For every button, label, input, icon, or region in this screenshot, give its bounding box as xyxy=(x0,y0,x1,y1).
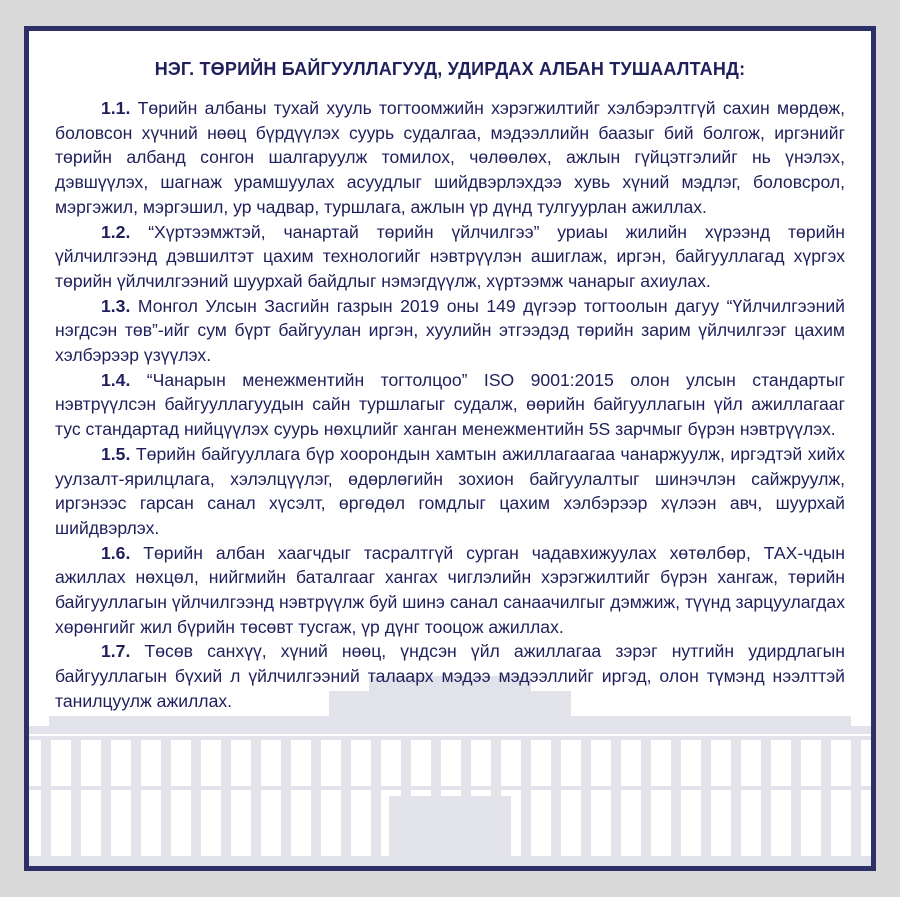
building-column xyxy=(461,740,471,856)
building-column xyxy=(581,740,591,856)
item-number: 1.2. xyxy=(101,221,131,242)
building-column xyxy=(41,740,51,856)
building-column xyxy=(611,740,621,856)
item-number: 1.4. xyxy=(101,369,131,390)
building-column xyxy=(731,740,741,856)
paragraph-1-1 xyxy=(55,96,845,220)
paragraph-1-3 xyxy=(55,294,845,368)
building-column xyxy=(821,740,831,856)
item-text: Төсөв санхүү, хүний нөөц, үндсэн үйл ажиллагаа зэрэг нутгийн удирдлагын байгууллагын бүхий л үйлчилгээний талаарх мэдээ мэдээллийг иргэд, олон түмэнд нээлттэй танилцуулж ажиллах. xyxy=(55,641,845,711)
building-column xyxy=(851,740,861,856)
building-column xyxy=(431,740,441,856)
item-text: Төрийн албан хаагчдыг тасралтгүй сурган чадавхижуулах хөтөлбөр, ТАХ-чдын ажиллах нөхцөл, нийгмийн баталгааг хангах чиглэлийн хэрэгжилтийг бүрэн хангаж, төрийн байгууллагын үйлчилгээнд нэвтрүүлж буй шинэ санал санаачилгыг дэмжиж, түүнд зарцуулагдах хөрөнгийг жил бүрийн төсөвт тусгаж, үр дүнг тооцож ажиллах. xyxy=(55,542,846,637)
item-text: Монгол Улсын Засгийн газрын 2019 оны 149 дүгээр тогтоолын дагуу “Үйлчилгээний нэгдсэн төв”-ийг сум бүрт байгуулан иргэн, хуулийн этгээдэд төрийн зарим үйлчилгээг цахим хэлбэрээр үзүүлэх. xyxy=(55,295,845,366)
item-number: 1.7. xyxy=(101,641,131,662)
building-column xyxy=(311,740,321,856)
paragraph-1-5 xyxy=(55,442,845,541)
document-heading: НЭГ. ТӨРИЙН БАЙГУУЛЛАГУУД, УДИРДАХ АЛБАН ТУШААЛТАНД: xyxy=(154,59,746,79)
building-column xyxy=(521,740,531,856)
item-number: 1.3. xyxy=(101,295,131,316)
document-frame xyxy=(24,26,876,871)
building-column xyxy=(641,740,651,856)
building-column xyxy=(221,740,231,856)
building-column xyxy=(551,740,561,856)
item-text: “Хүртээмжтэй, чанартай төрийн үйлчилгээ” уриаы жилийн хүрээнд төрийн үйлчилгээнд дэвшилтэт цахим технологийг нэвтрүүлэн ашиглаж, иргэн, байгууллагад хүргэх төрийн үйлчилгээний шуурхай байдлыг нэмэгдүүлж, хүртээмж чанарыг ахиулах. xyxy=(55,221,845,291)
building-column xyxy=(71,740,81,856)
item-number: 1.1. xyxy=(101,98,131,118)
building-column xyxy=(131,740,141,856)
document-content xyxy=(55,49,845,714)
building-column xyxy=(281,740,291,856)
building-column xyxy=(671,740,681,856)
building-column xyxy=(251,740,261,856)
building-column xyxy=(791,740,801,856)
paragraph-1-7 xyxy=(55,639,845,713)
building-column xyxy=(161,740,171,856)
building-column xyxy=(401,740,411,856)
building-column xyxy=(101,740,111,856)
item-text: Төрийн байгууллага бүр хоорондын хамтын ажиллагаагаа чанаржуулж, иргэдтэй хийх уулзалт-ярилцлага, хэлэлцүүлэг, өдөрлөгийн зохион байгуулалтыг шинэчлэн сайжруулж, иргэнээс гарсан санал хүсэлт, өргөдөл гомдлыг цахим хэлбэрээр хүлээн авч, шуурхай шийдвэрлэх. xyxy=(55,443,845,538)
paragraph-1-6 xyxy=(55,541,845,640)
paragraph-1-4 xyxy=(55,368,845,442)
building-column xyxy=(701,740,711,856)
building-column xyxy=(341,740,351,856)
item-number: 1.6. xyxy=(101,542,131,563)
building-column xyxy=(371,740,381,856)
building-column xyxy=(191,740,201,856)
building-column xyxy=(761,740,771,856)
item-text: Төрийн албаны тухай хууль тогтоомжийн хэрэгжилтийг хэлбэрэлтгүй сахин мөрдөж, боловсон хүчний нөөц бүрдүүлэх суурь судалгаа, мэдээллийн баазыг бий болгож, иргэнийг төрийн албанд сонгон шалгаруулж томилох, чөлөөлөх, ажлын гүйцэтгэлийг нь үнэлэх, дэвшүүлэх, шагнаж урамшуулах асуудлыг шийдвэрлэхдээ хувь хүний мэдлэг, боловсрол, мэргэжил, мэргэшил, ур чадвар, туршлага, ажлын үр дүнд тулгуурлан ажиллах. xyxy=(55,98,846,217)
building-column xyxy=(491,740,501,856)
item-number: 1.5. xyxy=(101,443,131,464)
paragraph-1-2 xyxy=(55,220,845,294)
item-text: “Чанарын менежментийн тогтолцоо” ISO 9001:2015 олон улсын стандартыг нэвтрүүлсэн байгууллагуудын сайн туршлагыг судалж, өөрийн байгууллагын үйл ажиллагааг тус стандартад нийцүүлэх суурь нөхцлийг ханган менежментийн 5S зарчмыг бүрэн нэвтрүүлэх. xyxy=(55,369,845,440)
